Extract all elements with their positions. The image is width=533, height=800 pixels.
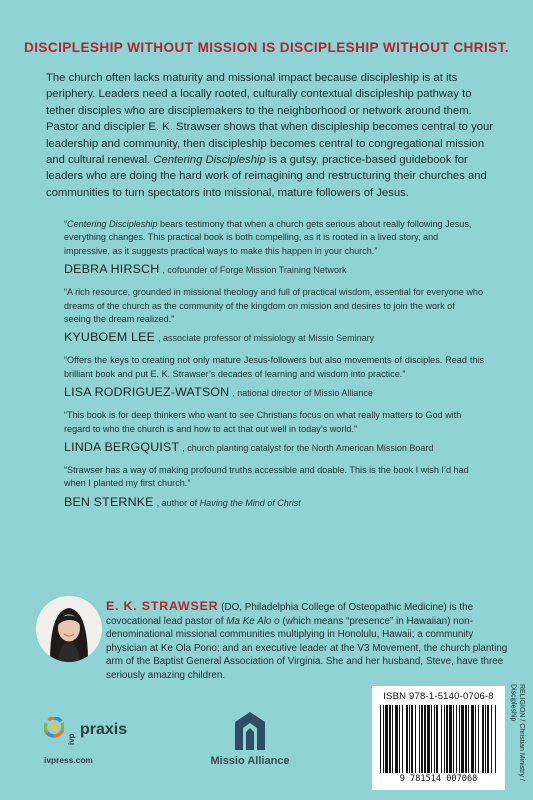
endorser-book-title: Having the Mind of Christ [199, 497, 301, 508]
bio-church-name: Ma Ke Alo o [226, 615, 280, 627]
barcode-bar [446, 705, 448, 773]
missio-alliance-logo-icon [230, 710, 270, 752]
barcode-bar [453, 705, 454, 773]
category-line-2: Discipleship [509, 684, 517, 722]
endorsement-quote: “Offers the keys to creating not only mature Jesus-followers but also movements of disciples. Read this brilliant book and put E. K. Strawser’s decades of learning and wisdom into practice.” [64, 355, 484, 379]
barcode-bar [461, 705, 464, 773]
quote-text: bears testimony that when a church gets serious about really following Jesus, everything changes. This practical book is both compelling, as it is rooted in a lived story, and impressive, as it suggests practical ways to make this happen in your church.” [64, 219, 472, 256]
barcode-bar [421, 705, 423, 773]
barcode-bar [380, 705, 381, 773]
endorser-name: KYUBOEM LEE [64, 330, 156, 345]
endorser-role: , cofounder of Forge Mission Training Network [162, 265, 347, 276]
endorsement-sternke [64, 464, 484, 509]
partner-name: Missio Alliance [210, 755, 290, 767]
barcode-bar [491, 705, 492, 773]
quote-open: “ [64, 219, 68, 229]
barcode-bar [444, 705, 445, 773]
barcode-bar [419, 705, 420, 773]
endorsement-quote: “This book is for deep thinkers who want to see Christians focus on what really matters to God with regard to who the church is and how to act that out well in today’s world.” [64, 410, 462, 434]
publisher-url: ivpress.com [44, 755, 93, 765]
barcode-bar [441, 705, 442, 773]
back-cover-headline: DISCIPLESHIP WITHOUT MISSION IS DISCIPLESHIP WITHOUT CHRIST. [24, 40, 509, 55]
endorser-role: , church planting catalyst for the North American Mission Board [182, 443, 434, 454]
barcode-bar [415, 705, 416, 773]
endorser-name: LINDA BERGQUIST [64, 440, 180, 455]
barcode-bar [456, 705, 457, 773]
barcode-bar [495, 705, 496, 773]
barcode-bar [487, 705, 489, 773]
intro-text-2: is a gutsy, practice-based guidebook for leaders who are doing the hard work of reimagining and restructuring their churches and communities to turn spectators into missional, mature followers of Jesus. [46, 154, 487, 199]
barcode-bar [475, 705, 476, 773]
isbn-label: ISBN 978-1-5140-0706-8 [383, 691, 494, 702]
barcode-bar [431, 705, 432, 773]
barcode-bar [411, 705, 413, 773]
barcode-digits: 9 781514 007068 [399, 774, 478, 784]
endorser-name: DEBRA HIRSCH [64, 262, 160, 277]
ivp-praxis-logo [42, 715, 162, 770]
endorsement-bergquist [64, 409, 484, 454]
ivp-praxis-logo-icon [44, 717, 64, 747]
barcode-bar [468, 705, 469, 773]
endorsement-attribution [64, 262, 484, 276]
missio-alliance-logo [205, 710, 295, 775]
author-photo [36, 596, 102, 662]
intro-book-title: Centering Discipleship [153, 154, 266, 167]
endorsement-attribution [64, 495, 484, 509]
barcode-panel [372, 686, 505, 790]
endorsement-attribution [64, 440, 484, 454]
publisher-name: praxis [80, 721, 128, 738]
author-name: E. K. STRAWSER [106, 599, 219, 613]
barcode-bar [485, 705, 486, 773]
quote-book-title: Centering Discipleship [67, 219, 158, 229]
endorser-role: , associate professor of missiology at Missio Seminary [158, 333, 375, 344]
bio-text-1: (DO, Philadelphia College of Osteopathic Medicine) is the covocational lead pastor of [106, 602, 474, 627]
endorsement-rodriguez-watson [64, 354, 484, 399]
barcode-bar [424, 705, 426, 773]
category-label [508, 684, 525, 781]
endorsement-attribution [64, 385, 484, 399]
barcode-bar [402, 705, 403, 773]
endorsement-attribution [64, 330, 484, 344]
endorsement-quote [64, 218, 484, 258]
endorsement-quote: “Strawser has a way of making profound truths accessible and doable. This is the book I wish I’d had when I planted my first church.” [64, 465, 469, 489]
barcode-bar [434, 705, 435, 773]
barcode-bar [471, 705, 474, 773]
intro-text-1: The church often lacks maturity and missional impact because discipleship is at its periphery. Leaders need a locally rooted, culturally contextual discipleship pathway to tether disciples who are disciplemakers to the neighborhood or network around them. Pastor and discipler E. K. Strawser shows that when discipleship becomes central to your leadership and community, then discipleship becomes central to congregational mission and cultural renewal. [46, 72, 494, 167]
endorsements [64, 218, 484, 519]
endorser-role: , national director of Missio Alliance [232, 388, 373, 399]
barcode-bar [427, 705, 430, 773]
barcode-bar [409, 705, 410, 773]
barcode-bar [436, 705, 438, 773]
endorser-role-prefix: , author of [156, 497, 200, 508]
barcode-bar [389, 705, 391, 773]
barcode-bar [449, 705, 452, 773]
barcode-bar [459, 705, 460, 773]
endorsement-quote: “A rich resource, grounded in missional theology and full of practical wisdom, essential for everyone who dreams of the church as the community of the kingdom on mission and desires to join the work of seeing the dream realized.” [64, 287, 484, 325]
barcode-bar [385, 705, 388, 773]
endorsement-lee [64, 286, 484, 344]
endorsement-hirsch [64, 218, 484, 276]
category-line-1: RELIGION / Christian Ministry / [518, 684, 526, 781]
barcode-bar [383, 705, 384, 773]
endorser-name: LISA RODRIGUEZ-WATSON [64, 385, 230, 400]
barcode-bar [392, 705, 393, 773]
barcode-bar [399, 705, 400, 773]
barcode-bar [395, 705, 398, 773]
bio-text-2: (which means “presence” in Hawaiian) non-denominational missional communities multiplying in Honolulu, Hawaii; a community physician at Ke Ola Pono; and an executive leader at the V3 Movement, the church planting arm of the Baptist General Association of Virginia. She and her husband, Steve, have three seriously amazing children. [106, 615, 508, 681]
barcode-bar [482, 705, 484, 773]
barcode-icon [378, 705, 499, 773]
author-bio [106, 600, 516, 683]
endorser-name: BEN STERNKE [64, 494, 154, 509]
ivp-prefix: ivp [67, 733, 76, 745]
intro-paragraph [46, 70, 494, 201]
barcode-bar [465, 705, 467, 773]
author-portrait-icon [36, 596, 102, 662]
barcode-bar [478, 705, 479, 773]
barcode-bar [406, 705, 408, 773]
